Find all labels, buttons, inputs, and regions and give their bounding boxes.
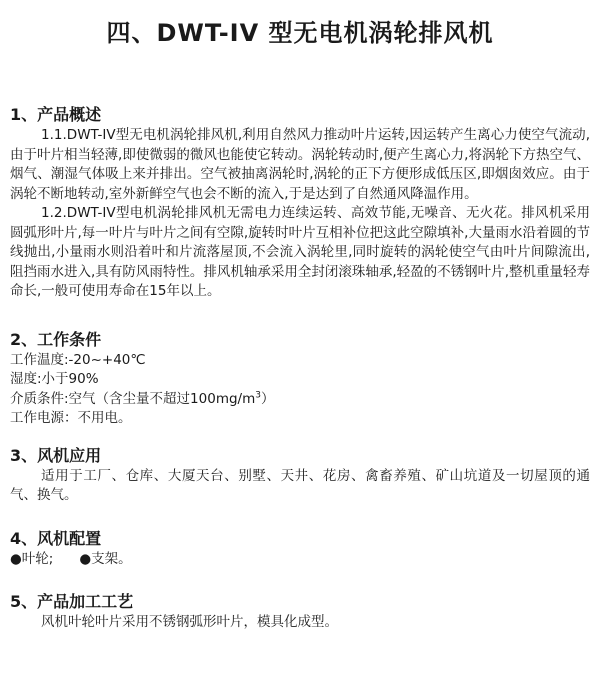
list-item: ●叶轮;	[10, 550, 54, 567]
section-heading: 2、工作条件	[10, 329, 102, 349]
document-title: 四、DWT-IV 型无电机涡轮排风机	[106, 19, 494, 47]
configuration-list	[10, 550, 590, 570]
condition-power: 工作电源：不用电。	[10, 410, 132, 426]
section-processing-technology	[10, 591, 590, 633]
section-working-conditions	[10, 329, 590, 429]
section-fan-application	[10, 445, 590, 506]
unit-exponent: 3	[255, 390, 261, 400]
section-heading: 5、产品加工工艺	[10, 592, 134, 611]
condition-medium	[10, 390, 590, 410]
paragraph: 1.2.DWT-IV型电机涡轮排风机无需电力连续运转、高效节能,无噪音、无火花。排风机采用圆弧形叶片,每一叶片与叶片之间有空隙,旋转时叶片互相补位把这此空隙填补,大量雨水沿着圆的节线抛出,小量雨水则沿着叶和片流落屋顶,不会流入涡轮里,同时旋转的涡轮使空气由叶片间隙流出,阻挡雨水进入,具有防风雨特性。排风机轴承采用全封闭滚珠轴承,轻盈的不锈钢叶片,整机重量轻寿命长,一般可使用寿命在15年以上。	[10, 205, 590, 299]
paragraph: 适用于工厂、仓库、大厦天台、别墅、天井、花房、禽畜养殖、矿山坑道及一切屋顶的通气、换气。	[10, 467, 590, 503]
section-fan-configuration	[10, 528, 590, 570]
section-heading: 4、风机配置	[10, 528, 102, 548]
condition-medium-close: ）	[260, 390, 275, 407]
condition-humidity: 湿度:小于90%	[10, 371, 99, 387]
section-heading: 3、风机应用	[10, 445, 102, 465]
paragraph: 风机叶轮叶片采用不锈钢弧形叶片，模具化成型。	[41, 614, 339, 630]
section-heading: 1、产品概述	[10, 105, 102, 124]
section-product-overview	[10, 104, 590, 302]
paragraph: 1.1.DWT-IV型无电机涡轮排风机,利用自然风力推动叶片运转,因运转产生离心力使空气流动,由于叶片相当轻薄,即使微弱的微风也能使它转动。涡轮转动时,便产生离心力,将涡轮下方热空气、烟气、潮湿气体吸上来并排出。空气被抽离涡轮时,涡轮的正下方便形成低压区,即烟囱效应。由于涡轮不断地转动,室外新鲜空气也会不断的流入,于是达到了自然通风降温作用。	[10, 127, 590, 202]
condition-medium-text: 介质条件:空气（含尘量不超过100mg/m	[10, 390, 256, 407]
condition-temperature: 工作温度:-20~+40℃	[10, 351, 146, 368]
list-item: ●支架。	[79, 550, 132, 567]
